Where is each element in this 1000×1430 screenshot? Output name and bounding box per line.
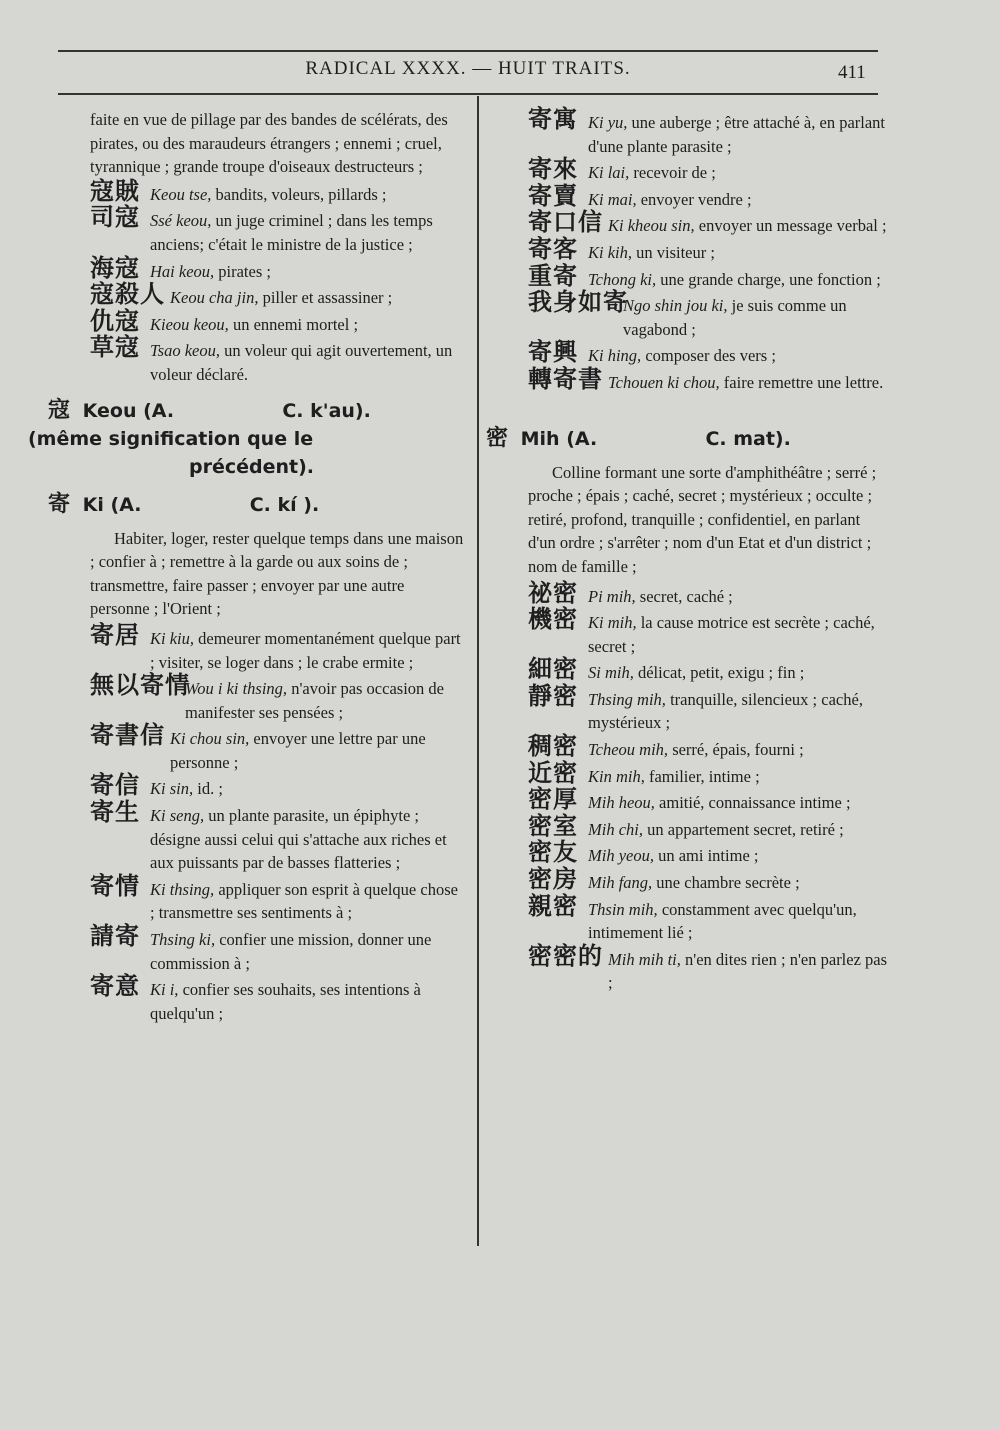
entry-definition: confier une mission, donner une commission à ; [150, 930, 432, 973]
entry-definition: serré, épais, fourni ; [668, 740, 804, 760]
entry-definition: recevoir de ; [629, 163, 716, 183]
entry-definition: amitié, connaissance intime ; [654, 793, 851, 813]
headword-keou [28, 397, 465, 481]
entry-romanization: Si mih, [588, 663, 634, 683]
entry-list [528, 578, 888, 996]
entry-romanization: Ki mai, [588, 189, 637, 209]
entry-chinese-chars: 細密 [528, 655, 578, 684]
entry-romanization: Tsao keou, [150, 341, 220, 361]
entry-romanization: Ki kiu, [150, 628, 194, 648]
headword-roman: Keou [82, 399, 137, 422]
headword-roman: Mih [520, 427, 560, 450]
dictionary-entry [528, 208, 888, 238]
headword-char: 寇 [48, 397, 71, 423]
entry-romanization: Ki chou sin, [170, 729, 250, 749]
entry-definition: un voleur qui agit ouvertement, un voleur déclaré. [150, 341, 453, 384]
entry-romanization: Thsing ki, [150, 930, 216, 950]
headword-c: C. mat). [705, 427, 791, 450]
entry-definition: un ami intime ; [653, 846, 759, 866]
entry-romanization: Ki kih, [588, 242, 632, 262]
entry-definition: id. ; [193, 779, 223, 799]
dictionary-entry [528, 811, 888, 842]
entry-definition: délicat, petit, exigu ; fin ; [633, 663, 805, 683]
entry-romanization: Ki lai, [588, 163, 630, 183]
entry-romanization: Mih heou, [588, 793, 655, 813]
entry-romanization: Keou cha jin, [170, 288, 259, 308]
entry-definition: je suis comme un vagabond ; [623, 296, 847, 339]
dictionary-entry [528, 732, 888, 762]
entry-definition: familier, intime ; [644, 766, 760, 786]
entry-chinese-chars: 寄情 [90, 871, 140, 900]
headword-ki [48, 491, 465, 519]
dictionary-entry [90, 306, 465, 337]
dictionary-entry [528, 155, 888, 185]
entry-definition: une chambre secrète ; [652, 873, 800, 893]
entry-chinese-chars: 重寄 [528, 261, 578, 290]
entry-chinese-chars: 寄口信 [528, 208, 603, 237]
entry-chinese-chars: 仇寇 [90, 306, 140, 335]
entry-chinese-chars: 密友 [528, 838, 578, 867]
entry-chinese-chars: 我身如寄 [528, 288, 628, 317]
headword-c: C. kí ). [249, 493, 320, 516]
dictionary-entry [528, 288, 888, 341]
entry-chinese-chars: 司寇 [90, 203, 140, 232]
entry-chinese-chars: 寄興 [528, 338, 578, 367]
entry-definition: n'en dites rien ; n'en parlez pas ; [608, 949, 888, 993]
entry-romanization: Mih yeou, [588, 846, 654, 866]
entry-chinese-chars: 寄寓 [528, 105, 578, 133]
entry-definition: envoyer un message verbal ; [694, 216, 887, 236]
entry-romanization: Mih fang, [588, 873, 653, 893]
entry-chinese-chars: 機密 [528, 605, 578, 634]
entry-definition: pirates ; [214, 261, 271, 281]
dictionary-entry [528, 785, 888, 815]
dictionary-entry [90, 203, 465, 256]
dictionary-entry [528, 865, 888, 895]
entry-romanization: Ki mih, [588, 613, 637, 633]
dictionary-entry [528, 838, 888, 868]
entry-definition: une grande charge, une fonction ; [656, 269, 881, 289]
entry-chinese-chars: 海寇 [90, 253, 140, 282]
dictionary-entry [528, 891, 888, 945]
entry-romanization: Thsing mih, [588, 689, 666, 709]
headword-note: (même signification que le [28, 427, 314, 450]
entry-chinese-chars: 寄客 [528, 234, 578, 263]
entry-chinese-chars: 密厚 [528, 785, 578, 814]
headword-a: (A. [566, 427, 598, 450]
entry-definition: une auberge ; être attaché à, en parlant d'une plante parasite ; [588, 113, 886, 156]
page-number: 411 [838, 62, 866, 83]
entry-definition: secret, caché ; [635, 586, 733, 606]
entry-definition: un ennemi mortel ; [228, 314, 359, 334]
entry-list [90, 620, 465, 1026]
entry-definition: bandits, voleurs, pillards ; [211, 184, 387, 204]
headword-mih [486, 425, 888, 453]
entry-chinese-chars: 寇殺人 [90, 280, 165, 309]
dictionary-entry [90, 176, 465, 207]
dictionary-entry [528, 758, 888, 789]
entry-chinese-chars: 稠密 [528, 732, 578, 761]
dictionary-entry [90, 972, 465, 1025]
entry-definition: composer des vers ; [641, 346, 776, 366]
headword-char: 寄 [48, 491, 71, 517]
dictionary-entry [90, 871, 465, 925]
headword-char: 密 [486, 425, 509, 451]
dictionary-entry [90, 620, 465, 674]
entry-definition: piller et assassiner ; [258, 288, 393, 308]
entry-chinese-chars: 無以寄情 [90, 671, 190, 700]
headword-a: (A. [143, 399, 175, 422]
entry-romanization: Hai keou, [150, 261, 215, 281]
entry-definition: envoyer vendre ; [636, 189, 752, 209]
dictionary-entry [528, 605, 888, 658]
entry-list [90, 176, 465, 387]
dictionary-entry [528, 681, 888, 735]
dictionary-entry [90, 721, 465, 774]
entry-definition: la cause motrice est secrète ; caché, secret ; [588, 613, 875, 656]
entry-romanization: Kin mih, [588, 766, 645, 786]
dictionary-entry [528, 578, 888, 609]
entry-romanization: Kieou keou, [150, 314, 229, 334]
header-rule-top [58, 50, 878, 52]
dictionary-entry [90, 922, 465, 975]
entry-definition: demeurer momentanément quelque part ; visiter, se loger dans ; le crabe ermite ; [150, 628, 461, 672]
entry-definition: un plante parasite, un épiphyte ; désigne aussi celui qui s'attache aux riches et aux puissants par de basses flatteries ; [150, 806, 447, 873]
dictionary-entry [528, 655, 888, 685]
definition-paragraph: Habiter, loger, rester quelque temps dans une maison ; confier à ; remettre à la garde ou aux soins de ; transmettre, faire passer ; envoyer par une autre personne ; l'Orient ; [90, 528, 464, 619]
entry-romanization: Tchong ki, [588, 269, 657, 289]
entry-romanization: Ssé keou, [150, 211, 212, 231]
entry-romanization: Ki thsing, [150, 879, 215, 899]
dictionary-entry [90, 771, 465, 801]
entry-chinese-chars: 密房 [528, 865, 578, 894]
entry-chinese-chars: 近密 [528, 758, 578, 787]
left-column [28, 108, 465, 1028]
headword-note-cont: précédent). [188, 455, 314, 478]
entry-chinese-chars: 親密 [528, 891, 578, 920]
entry-romanization: Tchouen ki chou, [608, 372, 720, 392]
entry-definition: un juge criminel ; dans les temps anciens; c'était le ministre de la justice ; [150, 211, 433, 254]
entry-definition: un visiteur ; [632, 242, 715, 262]
dictionary-entry [90, 333, 465, 386]
entry-definition: tranquille, silencieux ; caché, mystérieux ; [588, 689, 863, 733]
entry-romanization: Ki sin, [150, 779, 194, 799]
entry-romanization: Thsin mih, [588, 899, 658, 919]
entry-chinese-chars: 寄生 [90, 798, 140, 827]
entry-definition: n'avoir pas occasion de manifester ses pensées ; [185, 679, 444, 722]
dictionary-entry [528, 941, 888, 995]
intro-paragraph: faite en vue de pillage par des bandes de scélérats, des pirates, ou des maraudeurs étrangers ; ennemi ; cruel, tyrannique ; grande troupe d'oiseaux destructeurs ; [90, 110, 448, 177]
entry-chinese-chars: 寄賣 [528, 181, 578, 210]
dictionary-entry [528, 364, 888, 395]
entry-romanization: Ki yu, [588, 113, 628, 132]
dictionary-entry [90, 671, 465, 724]
entry-chinese-chars: 寄居 [90, 620, 140, 649]
right-column [486, 105, 888, 998]
entry-chinese-chars: 靜密 [528, 681, 578, 710]
dictionary-entry [90, 280, 465, 310]
headword-roman: Ki [82, 493, 104, 516]
entry-romanization: Wou i ki thsing, [185, 679, 288, 699]
column-divider [477, 96, 479, 1246]
entry-romanization: Ki i, [150, 980, 179, 1000]
entry-chinese-chars: 密密的 [528, 941, 603, 970]
entry-romanization: Tcheou mih, [588, 740, 669, 760]
entry-romanization: Keou tse, [150, 184, 212, 204]
entry-romanization: Ki seng, [150, 806, 205, 826]
entry-romanization: Ngo shin jou ki, [623, 296, 728, 316]
entry-definition: constamment avec quelqu'un, intimement lié ; [588, 899, 857, 943]
entry-chinese-chars: 草寇 [90, 333, 140, 362]
entry-chinese-chars: 請寄 [90, 922, 140, 951]
dictionary-entry [528, 105, 888, 158]
entry-chinese-chars: 寄意 [90, 972, 140, 1001]
entry-definition: un appartement secret, retiré ; [643, 819, 844, 839]
definition-paragraph: Colline formant une sorte d'amphithéâtre ; serré ; proche ; épais ; caché, secret ; mystérieux ; occulte ; retiré, profond, tranquille ; confidentiel, en parlant d'un ordre ; s'arrêter ; nom d'un Etat et d'un district ; nom de famille ; [528, 462, 877, 576]
header-rule-bottom [58, 93, 878, 95]
entry-chinese-chars: 寇賊 [90, 176, 140, 205]
entry-romanization: Ki kheou sin, [608, 216, 695, 236]
dictionary-entry [90, 798, 465, 875]
entry-romanization: Mih chi, [588, 819, 643, 839]
entry-chinese-chars: 祕密 [528, 578, 578, 607]
entry-definition: appliquer son esprit à quelque chose ; transmettre ses sentiments à ; [150, 879, 458, 923]
entry-chinese-chars: 轉寄書 [528, 364, 603, 393]
entry-chinese-chars: 密室 [528, 811, 578, 840]
entry-definition: envoyer une lettre par une personne ; [170, 729, 426, 772]
entry-chinese-chars: 寄書信 [90, 721, 165, 750]
dictionary-entry [528, 234, 888, 265]
entry-chinese-chars: 寄信 [90, 771, 140, 800]
entry-chinese-chars: 寄來 [528, 155, 578, 184]
entry-definition: confier ses souhaits, ses intentions à quelqu'un ; [150, 980, 421, 1023]
entry-romanization: Pi mih, [588, 586, 636, 606]
entry-romanization: Mih mih ti, [608, 949, 681, 969]
headword-c: C. k'au). [282, 399, 371, 422]
entry-definition: faire remettre une lettre. [719, 372, 884, 392]
headword-a: (A. [110, 493, 142, 516]
entry-romanization: Ki hing, [588, 346, 642, 366]
running-head: RADICAL XXXX. — HUIT TRAITS. [305, 58, 631, 79]
entry-list [528, 105, 888, 395]
